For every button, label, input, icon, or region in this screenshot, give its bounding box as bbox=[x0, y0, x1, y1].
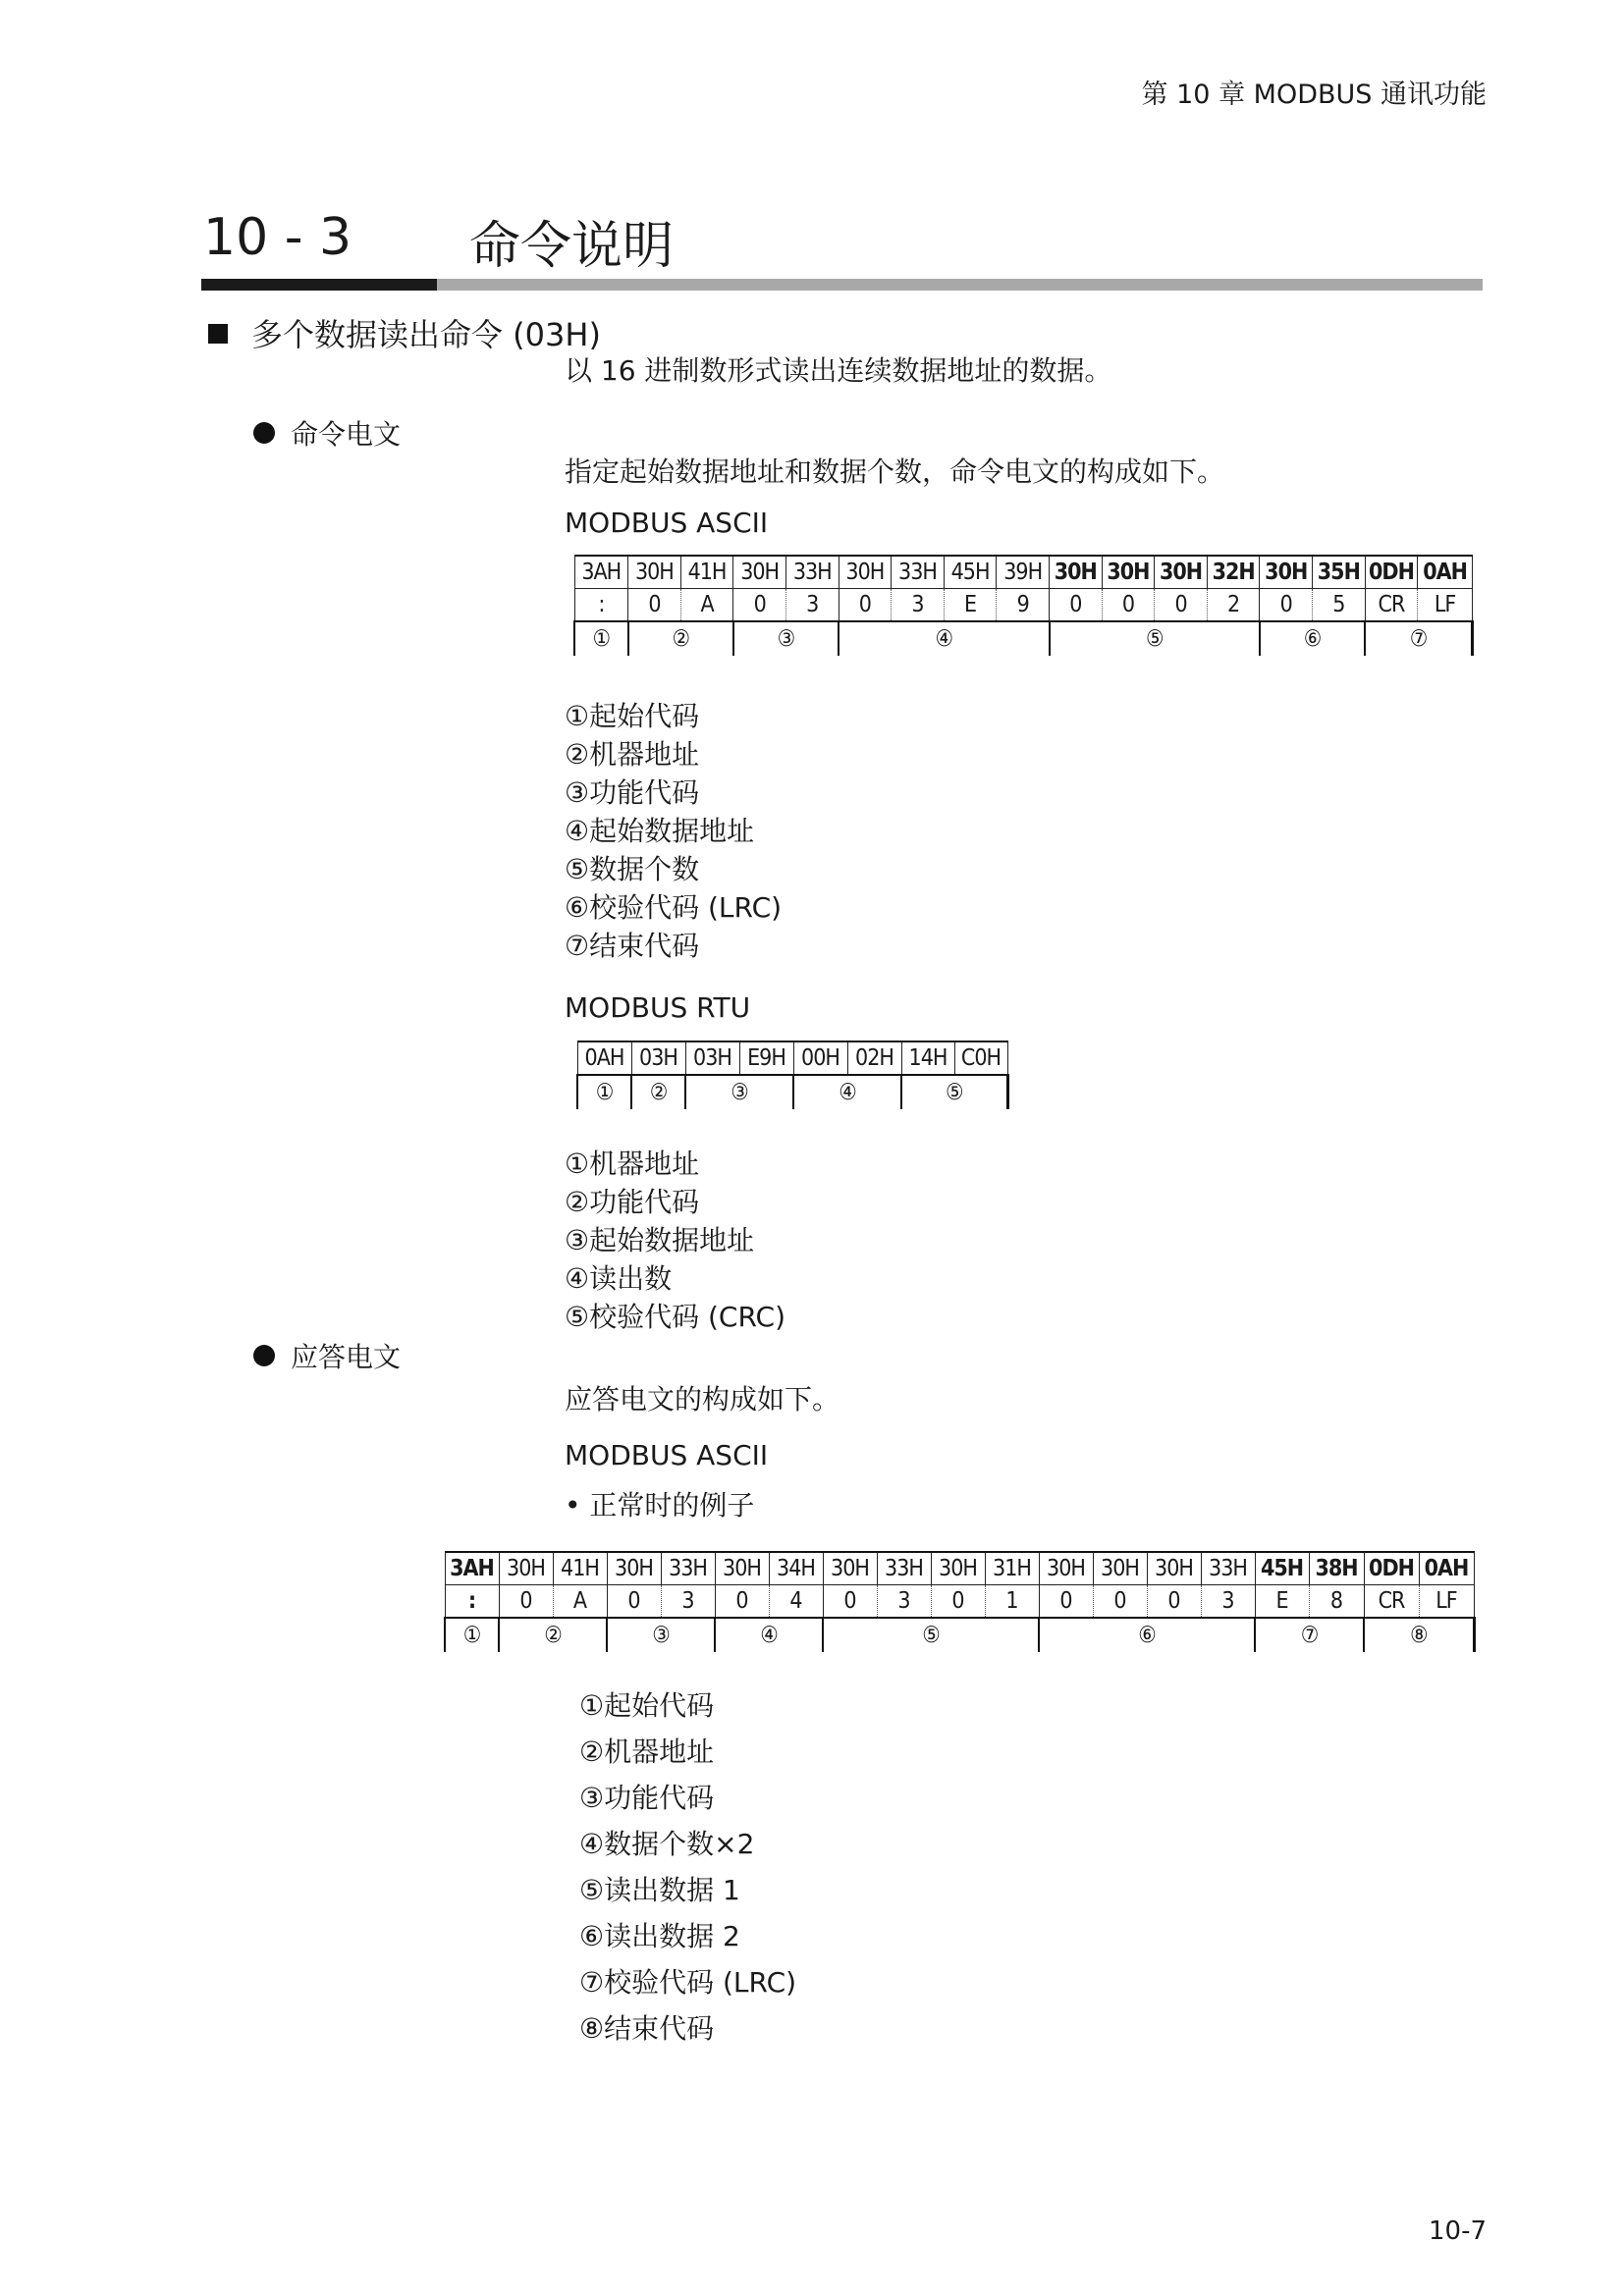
hex-cell: 33H bbox=[661, 1552, 715, 1585]
field-number: ⑦ bbox=[1255, 1618, 1364, 1652]
hex-cell: 31H bbox=[985, 1552, 1039, 1585]
char-cell: 0 bbox=[823, 1585, 877, 1619]
hex-cell: 45H bbox=[944, 556, 997, 589]
char-cell: 3 bbox=[877, 1585, 931, 1619]
char-cell: 0 bbox=[1093, 1585, 1147, 1619]
hex-cell: 41H bbox=[553, 1552, 607, 1585]
legend-item: ⑦校验代码 (LRC) bbox=[579, 1966, 797, 1999]
char-cell: 0 bbox=[1050, 589, 1103, 622]
hex-cell: 30H bbox=[1093, 1552, 1147, 1585]
legend-item: ⑦结束代码 bbox=[565, 930, 700, 962]
square-bullet-icon bbox=[208, 324, 228, 344]
hex-cell: 41H bbox=[680, 556, 733, 589]
hex-cell: 33H bbox=[1201, 1552, 1255, 1585]
legend-item: ③起始数据地址 bbox=[565, 1224, 755, 1256]
response-ascii-table bbox=[444, 1551, 1476, 1652]
char-cell: : bbox=[574, 589, 628, 622]
response-heading-label: 应答电文 bbox=[291, 1341, 402, 1373]
legend-item: ①起始代码 bbox=[579, 1689, 715, 1722]
field-number: ⑦ bbox=[1365, 621, 1472, 656]
char-cell: 0 bbox=[1147, 1585, 1201, 1619]
legend-item: ⑤数据个数 bbox=[565, 853, 700, 885]
hex-cell: 30H bbox=[1050, 556, 1103, 589]
hex-cell: 30H bbox=[607, 1552, 661, 1585]
hex-cell: 39H bbox=[997, 556, 1050, 589]
hex-cell: 3AH bbox=[445, 1552, 499, 1585]
char-cell: 0 bbox=[1260, 589, 1313, 622]
hex-cell: 0AH bbox=[1419, 1552, 1474, 1585]
round-bullet-icon bbox=[253, 422, 275, 444]
field-number: ③ bbox=[607, 1618, 715, 1652]
field-number: ④ bbox=[839, 621, 1049, 656]
field-number: ② bbox=[631, 1075, 685, 1109]
char-cell: : bbox=[445, 1585, 499, 1619]
char-cell: 0 bbox=[839, 589, 892, 622]
legend-item: ③功能代码 bbox=[565, 776, 700, 809]
section-title: 命令说明 bbox=[469, 217, 675, 276]
char-cell: 5 bbox=[1313, 589, 1366, 622]
legend-item: ③功能代码 bbox=[579, 1782, 715, 1814]
command-intro: 指定起始数据地址和数据个数，命令电文的构成如下。 bbox=[565, 455, 1225, 488]
hex-cell: 45H bbox=[1255, 1552, 1309, 1585]
char-cell: 0 bbox=[499, 1585, 553, 1619]
field-number: ⑧ bbox=[1364, 1618, 1474, 1652]
hex-cell: 34H bbox=[769, 1552, 823, 1585]
field-number: ⑤ bbox=[1050, 621, 1260, 656]
page-number: 10-7 bbox=[1428, 2216, 1487, 2246]
command-rtu-table bbox=[576, 1041, 1009, 1109]
section-number: 10 - 3 bbox=[203, 208, 352, 267]
response-heading bbox=[253, 1336, 401, 1375]
field-number: ③ bbox=[733, 621, 839, 656]
char-cell: 8 bbox=[1309, 1585, 1364, 1619]
hex-cell: 30H bbox=[1147, 1552, 1201, 1585]
field-number: ④ bbox=[715, 1618, 823, 1652]
hex-cell: 0DH bbox=[1365, 556, 1418, 589]
command-heading bbox=[253, 413, 401, 453]
hex-cell: E9H bbox=[739, 1041, 793, 1075]
subsection-description: 以 16 进制数形式读出连续数据地址的数据。 bbox=[565, 354, 1112, 387]
hex-cell: 35H bbox=[1313, 556, 1366, 589]
legend-item: ⑤校验代码 (CRC) bbox=[565, 1301, 786, 1333]
legend-item: ①机器地址 bbox=[565, 1148, 700, 1180]
char-cell: 0 bbox=[607, 1585, 661, 1619]
hex-cell: 03H bbox=[685, 1041, 739, 1075]
char-cell: 0 bbox=[733, 589, 786, 622]
hex-cell: 33H bbox=[892, 556, 945, 589]
legend-item: ②机器地址 bbox=[579, 1735, 715, 1768]
char-cell: 0 bbox=[931, 1585, 985, 1619]
field-number: ⑥ bbox=[1260, 621, 1365, 656]
char-cell: 9 bbox=[997, 589, 1050, 622]
command-ascii-label: MODBUS ASCII bbox=[565, 507, 769, 539]
legend-item: ②功能代码 bbox=[565, 1186, 700, 1218]
hex-cell: 30H bbox=[1155, 556, 1208, 589]
legend-item: ⑥校验代码 (LRC) bbox=[565, 891, 783, 924]
hex-cell: 30H bbox=[839, 556, 892, 589]
field-number: ⑤ bbox=[901, 1075, 1007, 1109]
char-cell: CR bbox=[1364, 1585, 1419, 1619]
response-example-label: • 正常时的例子 bbox=[565, 1489, 755, 1522]
hex-cell: 30H bbox=[1260, 556, 1313, 589]
char-cell: A bbox=[553, 1585, 607, 1619]
char-cell: 0 bbox=[1155, 589, 1208, 622]
hex-cell: 30H bbox=[499, 1552, 553, 1585]
round-bullet-icon bbox=[253, 1345, 275, 1366]
response-ascii-legend bbox=[579, 1682, 796, 2052]
hex-cell: 00H bbox=[793, 1041, 847, 1075]
hex-cell: 0AH bbox=[577, 1041, 631, 1075]
hex-cell: 30H bbox=[733, 556, 786, 589]
char-cell: 0 bbox=[715, 1585, 769, 1619]
legend-item: ②机器地址 bbox=[565, 738, 700, 771]
hex-cell: 0DH bbox=[1364, 1552, 1419, 1585]
hex-cell: 3AH bbox=[574, 556, 628, 589]
char-cell: E bbox=[1255, 1585, 1309, 1619]
hex-cell: 0AH bbox=[1418, 556, 1473, 589]
command-rtu-legend bbox=[565, 1145, 785, 1336]
char-cell: 3 bbox=[661, 1585, 715, 1619]
field-number: ⑤ bbox=[823, 1618, 1039, 1652]
hex-cell: 14H bbox=[901, 1041, 954, 1075]
section-rule-accent bbox=[201, 279, 437, 291]
char-cell: E bbox=[944, 589, 997, 622]
hex-cell: 30H bbox=[1039, 1552, 1093, 1585]
legend-item: ⑧结束代码 bbox=[579, 2012, 715, 2045]
response-intro: 应答电文的构成如下。 bbox=[565, 1383, 840, 1415]
hex-cell: 32H bbox=[1207, 556, 1260, 589]
field-number: ④ bbox=[793, 1075, 901, 1109]
legend-item: ⑤读出数据 1 bbox=[579, 1874, 740, 1906]
char-cell: 3 bbox=[1201, 1585, 1255, 1619]
hex-cell: 02H bbox=[847, 1041, 901, 1075]
legend-item: ④读出数 bbox=[565, 1262, 673, 1295]
field-number: ① bbox=[577, 1075, 631, 1109]
field-number: ① bbox=[574, 621, 628, 656]
response-ascii-label: MODBUS ASCII bbox=[565, 1439, 769, 1471]
hex-cell: 33H bbox=[785, 556, 839, 589]
hex-cell: 30H bbox=[931, 1552, 985, 1585]
char-cell: 0 bbox=[1102, 589, 1155, 622]
char-cell: CR bbox=[1365, 589, 1418, 622]
legend-item: ④数据个数×2 bbox=[579, 1828, 755, 1860]
char-cell: LF bbox=[1419, 1585, 1474, 1619]
char-cell: 3 bbox=[892, 589, 945, 622]
field-number: ① bbox=[445, 1618, 499, 1652]
command-ascii-table bbox=[573, 555, 1474, 656]
char-cell: 3 bbox=[785, 589, 839, 622]
hex-cell: C0H bbox=[954, 1041, 1007, 1075]
char-cell: LF bbox=[1418, 589, 1473, 622]
command-heading-label: 命令电文 bbox=[291, 418, 402, 451]
hex-cell: 33H bbox=[877, 1552, 931, 1585]
field-number: ③ bbox=[685, 1075, 793, 1109]
subsection-heading bbox=[208, 310, 601, 355]
legend-item: ①起始代码 bbox=[565, 700, 700, 732]
char-cell: 4 bbox=[769, 1585, 823, 1619]
hex-cell: 30H bbox=[628, 556, 681, 589]
legend-item: ⑥读出数据 2 bbox=[579, 1920, 740, 1952]
subsection-title: 多个数据读出命令 (03H) bbox=[251, 316, 601, 353]
field-number: ⑥ bbox=[1039, 1618, 1255, 1652]
chapter-header: 第 10 章 MODBUS 通讯功能 bbox=[1141, 80, 1487, 110]
char-cell: 1 bbox=[985, 1585, 1039, 1619]
command-ascii-legend bbox=[565, 697, 782, 965]
char-cell: A bbox=[680, 589, 733, 622]
hex-cell: 38H bbox=[1309, 1552, 1364, 1585]
field-number: ② bbox=[628, 621, 733, 656]
char-cell: 0 bbox=[628, 589, 681, 622]
command-rtu-label: MODBUS RTU bbox=[565, 991, 751, 1024]
char-cell: 2 bbox=[1207, 589, 1260, 622]
hex-cell: 30H bbox=[1102, 556, 1155, 589]
legend-item: ④起始数据地址 bbox=[565, 815, 755, 847]
char-cell: 0 bbox=[1039, 1585, 1093, 1619]
hex-cell: 03H bbox=[631, 1041, 685, 1075]
field-number: ② bbox=[499, 1618, 607, 1652]
hex-cell: 30H bbox=[715, 1552, 769, 1585]
hex-cell: 30H bbox=[823, 1552, 877, 1585]
